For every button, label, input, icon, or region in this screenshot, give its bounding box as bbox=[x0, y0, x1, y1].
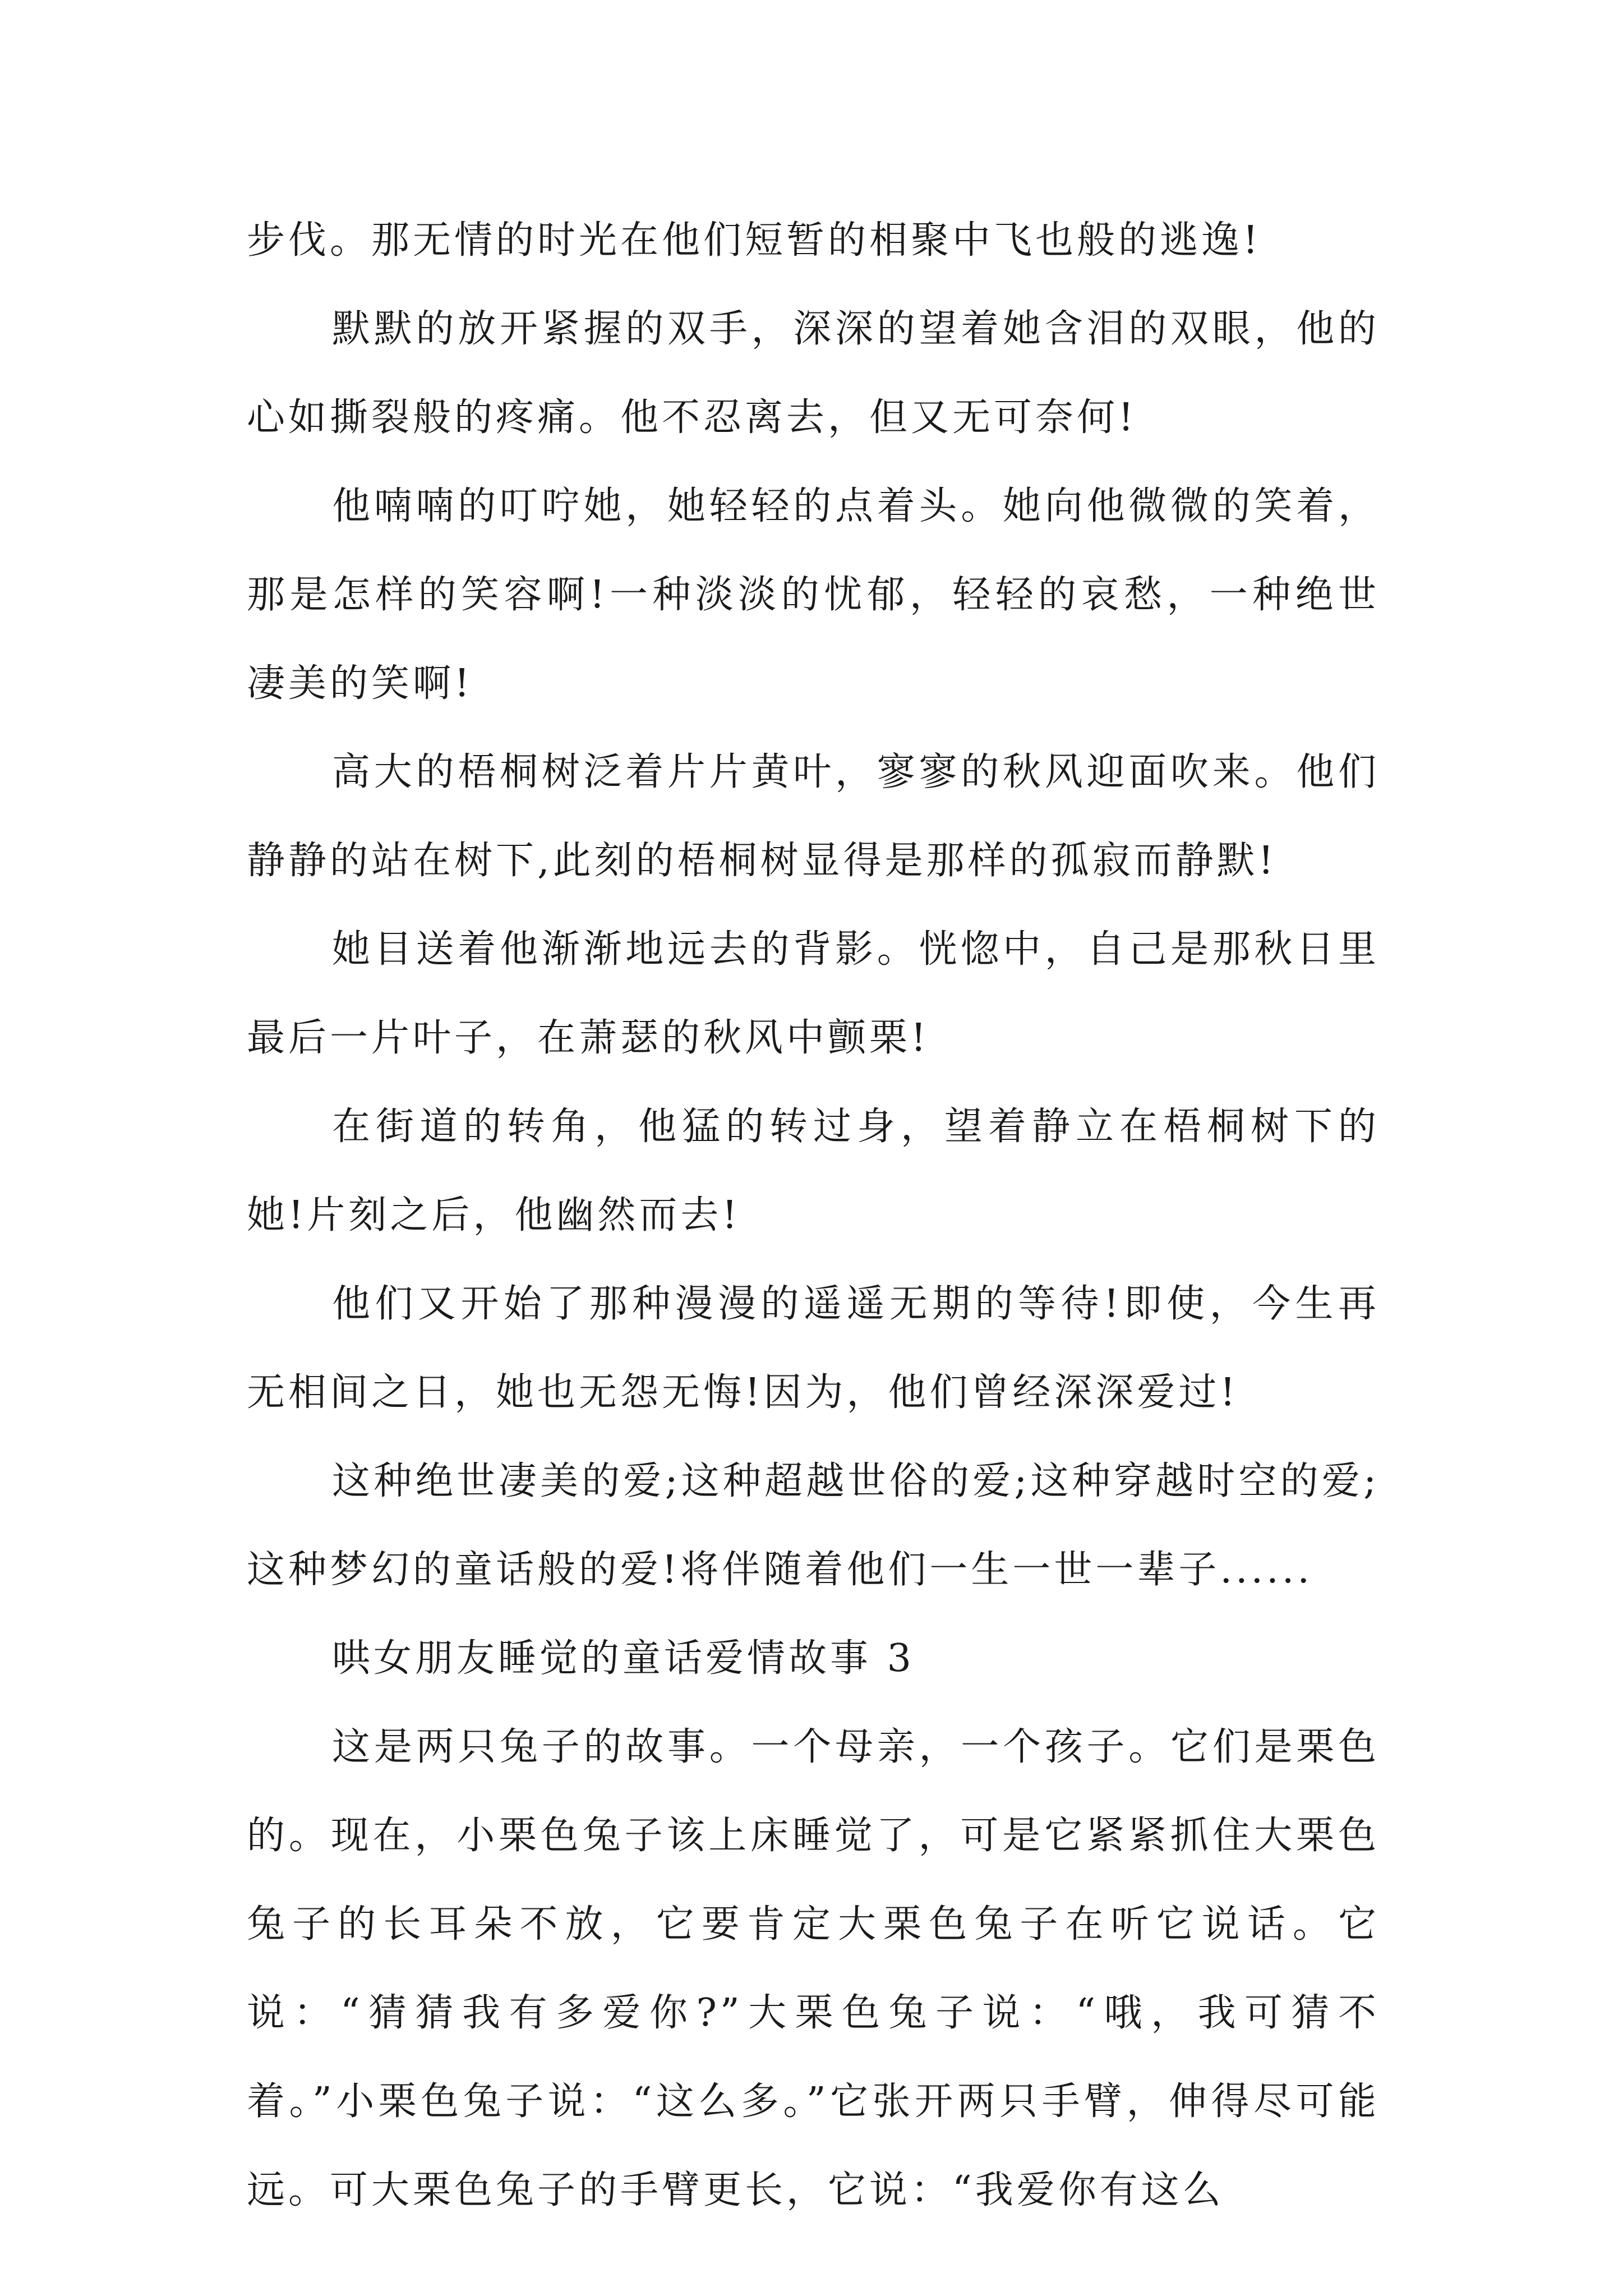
section-heading: 哄女朋友睡觉的童话爱情故事 3 bbox=[332, 1636, 915, 1681]
paragraph: 高大的梧桐树泛着片片黄叶，寥寥的秋风迎面吹来。他们静静的站在树下,此刻的梧桐树显得是那样的孤寂而静默! bbox=[247, 750, 1380, 883]
paragraph-continued: 步伐。那无情的时光在他们短暂的相聚中飞也般的逃逸! bbox=[247, 218, 1262, 263]
document-body bbox=[247, 196, 1380, 2235]
story-paragraph: 这是两只兔子的故事。一个母亲，一个孩子。它们是栗色的。现在，小栗色兔子该上床睡觉了，可是它紧紧抓住大栗色兔子的长耳朵不放，它要肯定大栗色兔子在听它说话。它说：“猜猜我有多爱你?”大栗色兔子说：“哦，我可猜不着。”小栗色兔子说：“这么多。”它张开两只手臂，伸得尽可能远。可大栗色兔子的手臂更长，它说：“我爱你有这么 bbox=[247, 1725, 1380, 2212]
paragraph: 默默的放开紧握的双手，深深的望着她含泪的双眼，他的心如撕裂般的疼痛。他不忍离去，但又无可奈何! bbox=[247, 307, 1380, 440]
paragraph: 他们又开始了那种漫漫的遥遥无期的等待!即使，今生再无相间之日，她也无怨无悔!因为，他们曾经深深爱过! bbox=[247, 1282, 1380, 1415]
paragraph: 在街道的转角，他猛的转过身，望着静立在梧桐树下的她!片刻之后，他幽然而去! bbox=[247, 1105, 1380, 1237]
paragraph: 他喃喃的叮咛她，她轻轻的点着头。她向他微微的笑着，那是怎样的笑容啊!一种淡淡的忧郁，轻轻的哀愁，一种绝世凄美的笑啊! bbox=[247, 484, 1380, 706]
paragraph: 这种绝世凄美的爱;这种超越世俗的爱;这种穿越时空的爱;这种梦幻的童话般的爱!将伴随着他们一生一世一辈子...... bbox=[247, 1459, 1380, 1592]
paragraph: 她目送着他渐渐地远去的背影。恍惚中，自己是那秋日里最后一片叶子，在萧瑟的秋风中颤栗! bbox=[247, 927, 1380, 1060]
